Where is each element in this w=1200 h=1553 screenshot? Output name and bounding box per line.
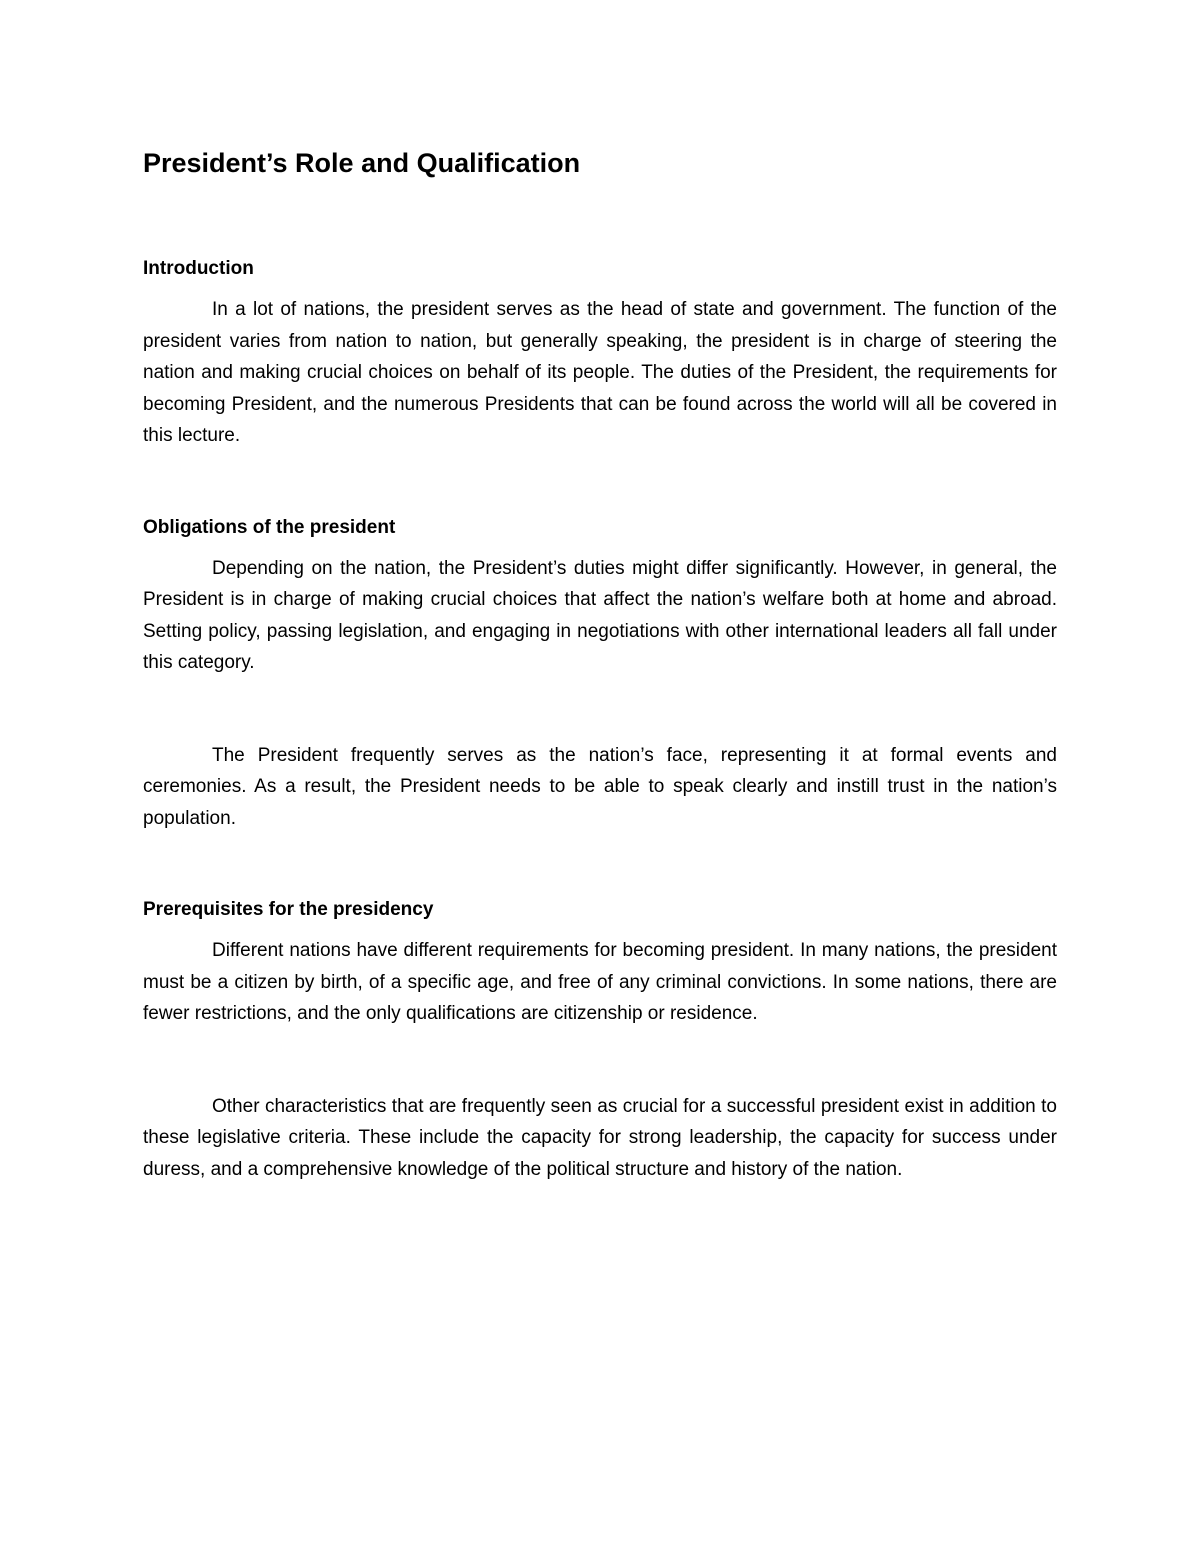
paragraph: In a lot of nations, the president serves as the head of state and government. The function of the president varies from nation to nation, but generally speaking, the president is in charge of steering the nation and making crucial choices on behalf of its people. The duties of the President, the requirements for becoming President, and the numerous Presidents that can be found across the world will all be covered in this lecture.: [143, 299, 1057, 446]
section-heading: Prerequisites for the presidency: [143, 899, 434, 920]
document-body: [143, 143, 1057, 1185]
section-introduction: [143, 253, 1057, 452]
section-heading: Introduction: [143, 258, 254, 279]
paragraph: The President frequently serves as the nation’s face, representing it at formal events and ceremonies. As a result, the President needs to be able to speak clearly and instill trust in the nation’s population.: [143, 744, 1057, 829]
section-obligations: [143, 512, 1057, 835]
paragraph: Depending on the nation, the President’s duties might differ significantly. However, in general, the President is in charge of making crucial choices that affect the nation’s welfare both at home and abroad. Setting policy, passing legislation, and engaging in negotiations with other international leaders all fall under this category.: [143, 557, 1057, 673]
page-title: President’s Role and Qualification: [143, 148, 581, 178]
section-prerequisites: [143, 894, 1057, 1185]
paragraph: Other characteristics that are frequently seen as crucial for a successful president exist in addition to these legislative criteria. These include the capacity for strong leadership, the capacity for success under duress, and a comprehensive knowledge of the political structure and history of the nation.: [143, 1095, 1057, 1180]
paragraph: Different nations have different requirements for becoming president. In many nations, the president must be a citizen by birth, of a specific age, and free of any criminal convictions. In some nations, there are fewer restrictions, and the only qualifications are citizenship or residence.: [143, 940, 1057, 1024]
section-heading: Obligations of the president: [143, 516, 396, 538]
